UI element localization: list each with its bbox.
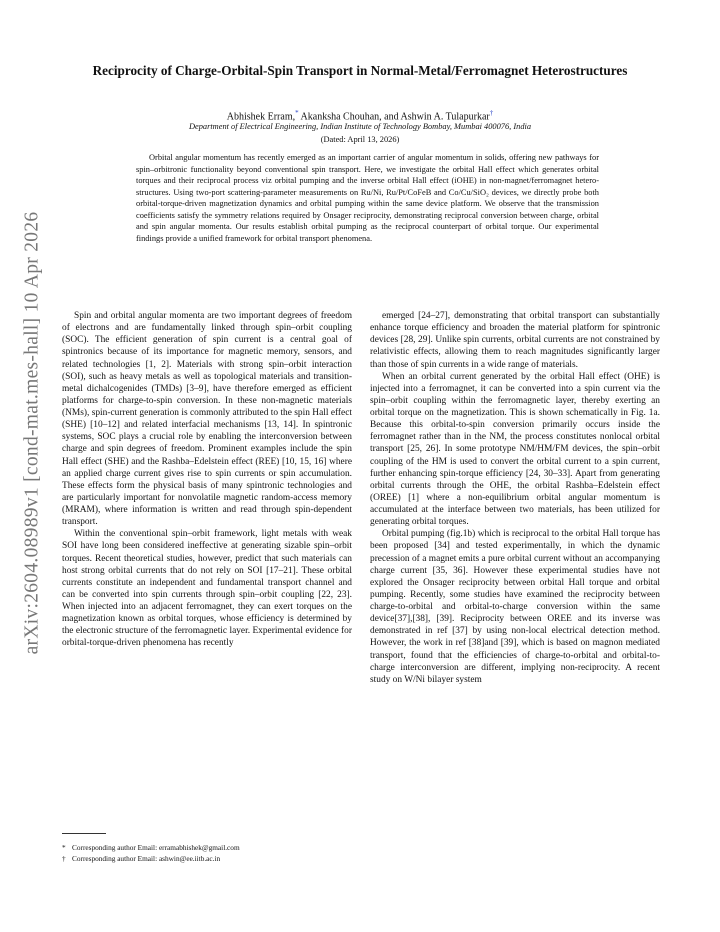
- author-1: Abhishek Erram,: [226, 111, 296, 123]
- paper-title: Reciprocity of Charge-Orbital-Spin Transport in Normal-Metal/Ferromagnet Heterostructures: [92, 63, 628, 78]
- footnote-mark: *: [62, 843, 66, 852]
- body-paragraph: Spin and orbital angular momenta are two important degrees of freedom of electrons and are fundamentally linked through spin–orbit coupling (SOC). The efficient generation of spin current is a central goal of spintronics because of its importance for magnetic memory, sensors, and related technologies [1, 2]. Materials with strong spin–orbit interaction (SOI), such as heavy metals as well as topological materials and transition-metal dichalcogenides (TMDs) [3–9], have therefore emerged as efficient platforms for charge-to-spin conversion. In these non-magnetic materials (NMs), spin-current generation is commonly attributed to the spin Hall effect (SHE) [10–12] and related interfacial mechanisms [13, 14]. In spintronic systems, SOC plays a crucial role by enabling the interconversion between charge and spin degrees of freedom. Prominent examples include the spin Hall effect (SHE) and the Rashba–Edelstein effect (REE) [10, 15, 16] where an applied charge current gives rise to spin currents or spin accumulation. These effects form the physical basis of many spintronic technologies and are particularly important for nonvolatile magnetic random-access memory (MRAM), where information is written and read through spin-dependent transport.: [62, 311, 352, 528]
- author-3-footnote-mark[interactable]: †: [489, 109, 494, 117]
- left-column: [62, 310, 352, 650]
- date-line: (Dated: April 13, 2026): [320, 135, 400, 144]
- body-paragraph: Orbital pumping (fig.1b) which is reciprocal to the orbital Hall torque has been proposed [34] and tested experimentally, in which the dynamic precession of a magnet emits a pure orbital current without an accompanying charge current [35, 36]. However these experimental studies have not explored the Onsager reciprocity between orbital Hall torque and orbital pumping. Recently, some studies have examined the reciprocity between charge-to-orbital and orbital-to-charge conversion within the same device[37],[38], [39]. Reciprocity between OREE and its inverse was demonstrated in ref [37] by using non-local electrical detection method. However, the work in ref [38]and [39], which is based on magnon mediated transport, found that the efficiencies of charge-to-orbital and orbital-to-charge interconversion are different, implying non-reciprocity. A recent study on W/Ni bilayer system: [370, 529, 660, 685]
- footnotes: [62, 842, 352, 864]
- footnote-mark: †: [62, 854, 66, 863]
- arxiv-identifier-text: arXiv:2604.08989v1 [cond-mat.mes-hall] 10 Apr 2026: [21, 211, 42, 655]
- body-paragraph: emerged [24–27], demonstrating that orbital transport can substantially enhance torque efficiency and broaden the material platform for spintronic devices [28, 29]. Unlike spin currents, orbital currents are not constrained by relativistic effects, allowing them to reach magnitudes significantly larger than those of spin currents in a wide range of materials.: [370, 311, 660, 370]
- footnote-text: Corresponding author Email: ashwin@ee.iitb.ac.in: [72, 854, 221, 863]
- author-list: [80, 109, 640, 122]
- footnote-text: Corresponding author Email: erramabhishek@gmail.com: [72, 843, 240, 852]
- footnote-item: [62, 842, 352, 853]
- affiliation: Department of Electrical Engineering, Indian Institute of Technology Bombay, Mumbai 400076, India: [188, 122, 532, 131]
- body-paragraph: Within the conventional spin–orbit framework, light metals with weak SOI have long been considered ineffective at generating sizable spin–orbit torques. Recent theoretical studies, however, predict that such materials can host strong orbital currents that do not rely on SOI [17–21]. These orbital currents constitute an independent and fundamental transport channel and can be converted into spin currents through spin–orbit coupling [22, 23]. When injected into an adjacent ferromagnet, they can exert torques on the magnetization known as orbital torques, whose efficiency is determined by the electronic structure of the ferromagnetic layer. Experimental evidence for orbital-torque-driven phenomena has recently: [62, 529, 352, 649]
- footnote-item: [62, 853, 352, 864]
- author-2-3: Akanksha Chouhan, and Ashwin A. Tulapurkar: [298, 111, 490, 123]
- arxiv-identifier-stamp: [12, 211, 52, 655]
- abstract: Orbital angular momentum has recently emerged as an important carrier of angular momentum in solids, offering new pathways for spin–orbitronic functionality beyond conventional spin transport. Here, we investigate the orbital Hall effect which generates orbital torques and their reciprocal process viz orbital pumping and the inverse orbital Hall effect (iOHE) in non-magnet/ferromagnet hetero-structures. Using two-port scattering-parameter measurements on Ru/Ni, Ru/Pt/CoFeB and Co/Cu/SiO₂ devices, we directly probe both orbital-torque-driven magnetization dynamics and orbital pumping within the same device platform. We observe that the transmission coefficients satisfy the symmetry relations required by Onsager reciprocity, demonstrating reciprocal conversion between charge, orbital and spin angular momenta. Our results establish orbital pumping as the reciprocal counterpart of orbital torque. Our experimental findings provide a unified framework for orbital transport phenomena.: [136, 153, 599, 243]
- author-1-footnote-mark[interactable]: *: [295, 109, 299, 117]
- body-paragraph: When an orbital current generated by the orbital Hall effect (OHE) is injected into a ferromagnet, it can be converted into a spin current via the spin–orbit coupling within the ferromagnetic layer, thereby exerting an orbital torque on the magnetization. This is shown schematically in Fig. 1a. Because this orbital-to-spin conversion primarily occurs inside the ferromagnet rather than in the NM, the process constitutes nonlocal orbital transport [25, 26]. In some prototype NM/HM/FM devices, the spin–orbit coupling of the HM is used to convert the orbital current to a spin current, further enhancing spin-torque efficiency [24, 30–33]. Apart from generating orbital currents through the OHE, the orbital Rashba–Edelstein effect (OREE) [1] where a non-equilibrium orbital angular momentum is accumulated at the interface between two materials, has been utilized for generating orbital torques.: [370, 371, 660, 528]
- footnote-divider: [62, 833, 106, 834]
- right-column: [370, 310, 660, 686]
